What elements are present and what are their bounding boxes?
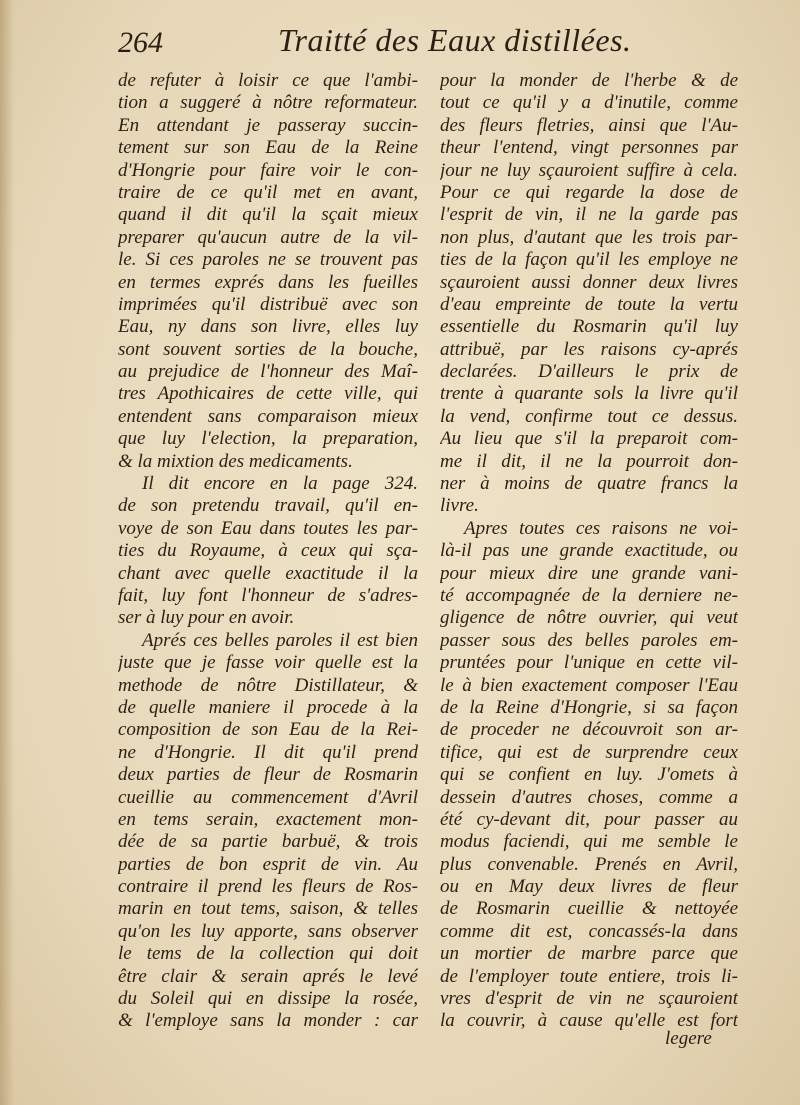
text-line: le. Si ces paroles ne se trouvent pas — [118, 249, 418, 271]
text-line: parties de bon esprit de vin. Au — [118, 853, 418, 875]
text-line: contraire il prend les fleurs de Ros- — [118, 876, 418, 898]
text-line: la couvrir, à cause qu'elle est fort — [440, 1010, 738, 1032]
text-line: qu'on les luy apporte, sans observer — [118, 920, 418, 942]
text-line: Au lieu que s'il la preparoit com- — [440, 428, 738, 450]
text-line: du Soleil qui en dissipe la rosée, — [118, 988, 418, 1010]
page-header — [118, 22, 758, 72]
text-line: été cy-devant dit, pour passer au — [440, 808, 738, 830]
text-line: & la mixtion des medicaments. — [118, 450, 353, 472]
text-line: me il dit, il ne la pourroit don- — [440, 450, 738, 472]
text-line: en tems serain, exactement mon- — [118, 808, 418, 830]
text-line: Apres toutes ces raisons ne voi- — [464, 517, 738, 539]
text-line: tion a suggeré à nôtre reformateur. — [118, 92, 418, 114]
page-number: 264 — [118, 26, 163, 59]
running-title: Traitté des Eaux distillées. — [278, 22, 632, 58]
text-line: Pour ce qui regarde la dose de — [440, 181, 738, 203]
text-line: la vend, confirme tout ce dessus. — [440, 405, 738, 427]
text-line: deux parties de fleur de Rosmarin — [118, 764, 418, 786]
text-line: en termes exprés dans les fueilles — [118, 271, 418, 293]
text-line: un mortier de marbre parce que — [440, 943, 738, 965]
text-line: tout ce qu'il y a d'inutile, comme — [440, 92, 738, 114]
text-line: tifice, qui est de surprendre ceux — [440, 741, 738, 763]
text-line: essentielle du Rosmarin qu'il luy — [440, 316, 738, 338]
text-line: de l'employer toute entiere, trois li- — [440, 965, 738, 987]
text-line: dée de sa partie barbuë, & trois — [118, 831, 418, 853]
text-line: livre. — [440, 495, 479, 517]
text-line: En attendant je passeray succin- — [118, 114, 418, 136]
text-line: modus faciendi, qui me semble le — [440, 831, 738, 853]
text-line: que luy l'election, la preparation, — [118, 428, 418, 450]
text-line: tement sur son Eau de la Reine — [118, 137, 418, 159]
text-line: fait, luy font l'honneur de s'adres- — [118, 584, 418, 606]
text-line: trente à quarante sols la livre qu'il — [440, 383, 738, 405]
text-line: methode de nôtre Distillateur, & — [118, 674, 418, 696]
text-line: l'esprit de vin, il ne la garde pas — [440, 204, 738, 226]
text-line: traire de ce qu'il met en avant, — [118, 181, 418, 203]
text-line: sont souvent sorties de la bouche, — [118, 338, 418, 360]
right-text-column — [440, 70, 738, 1033]
catchword: legere — [665, 1028, 712, 1049]
text-line: d'Hongrie pour faire voir le con- — [118, 159, 418, 181]
text-line: le tems de la collection qui doit — [118, 943, 418, 965]
text-line: ne d'Hongrie. Il dit qu'il prend — [118, 741, 418, 763]
text-line: gligence de nôtre ouvrier, qui veut — [440, 607, 738, 629]
text-line: de quelle maniere il procede à la — [118, 696, 418, 718]
text-line: d'eau empreinte de toute la vertu — [440, 293, 738, 315]
text-line: ties du Royaume, à ceux qui sça- — [118, 540, 418, 562]
text-line: au prejudice de l'honneur des Maî- — [118, 361, 418, 383]
text-line: juste que je fasse voir quelle est la — [118, 652, 418, 674]
text-line: imprimées qu'il distribuë avec son — [118, 293, 418, 315]
text-line: de Rosmarin cueillie & nettoyée — [440, 898, 738, 920]
text-line: attribuë, par les raisons cy-aprés — [440, 338, 738, 360]
text-line: qui se confient en luy. J'omets à — [440, 764, 738, 786]
text-line: ties de la façon qu'il les employe ne — [440, 249, 738, 271]
text-line: cueillie au commencement d'Avril — [118, 786, 418, 808]
text-line: de son pretendu travail, qu'il en- — [118, 495, 418, 517]
text-line: entendent sans comparaison mieux — [118, 405, 418, 427]
text-line: des fleurs fletries, ainsi que l'Au- — [440, 114, 738, 136]
text-line: tres Apothicaires de cette ville, qui — [118, 383, 418, 405]
text-line: Aprés ces belles paroles il est bien — [142, 629, 418, 651]
text-line: être clair & serain aprés le levé — [118, 965, 418, 987]
text-line: ner à moins de quatre francs la — [440, 473, 738, 495]
text-line: le à bien exactement composer l'Eau — [440, 674, 738, 696]
text-line: là-il pas une grande exactitude, ou — [440, 540, 738, 562]
text-line: plus convenable. Prenés en Avril, — [440, 853, 738, 875]
text-line: té accompagnée de la derniere ne- — [440, 584, 738, 606]
text-line: sçauroient aussi donner deux livres — [440, 271, 738, 293]
text-line: quand il dit qu'il la sçait mieux — [118, 204, 418, 226]
text-line: ser à luy pour en avoir. — [118, 607, 295, 629]
text-line: jour ne luy sçauroient suffire à cela. — [440, 159, 738, 181]
text-line: de proceder ne découvroit son ar- — [440, 719, 738, 741]
text-line: vres d'esprit de vin ne sçauroient — [440, 988, 738, 1010]
text-line: Eau, ny dans son livre, elles luy — [118, 316, 418, 338]
page-gutter-shadow — [0, 0, 14, 1105]
text-line: Il dit encore en la page 324. — [142, 473, 418, 495]
text-line: comme dit est, concassés-la dans — [440, 920, 738, 942]
text-line: passer sous des belles paroles em- — [440, 629, 738, 651]
text-line: non plus, d'autant que les trois par- — [440, 226, 738, 248]
text-line: pour mieux dire une grande vani- — [440, 562, 738, 584]
text-line: ou en May deux livres de fleur — [440, 876, 738, 898]
text-line: composition de son Eau de la Rei- — [118, 719, 418, 741]
text-line: dessein d'autres choses, comme a — [440, 786, 738, 808]
left-text-column — [118, 70, 418, 1033]
text-line: theur l'entend, vingt personnes par — [440, 137, 738, 159]
text-line: pruntées pour l'unique en cette vil- — [440, 652, 738, 674]
text-line: preparer qu'aucun autre de la vil- — [118, 226, 418, 248]
text-line: voye de son Eau dans toutes les par- — [118, 517, 418, 539]
text-line: pour la monder de l'herbe & de — [440, 70, 738, 91]
text-line: & l'employe sans la monder : car — [118, 1010, 418, 1032]
text-line: marin en tout tems, saison, & telles — [118, 898, 418, 920]
text-line: declarées. D'ailleurs le prix de — [440, 361, 738, 383]
text-line: chant avec quelle exactitude il la — [118, 562, 418, 584]
text-line: de la Reine d'Hongrie, si sa façon — [440, 696, 738, 718]
text-line: de refuter à loisir ce que l'ambi- — [118, 70, 418, 91]
